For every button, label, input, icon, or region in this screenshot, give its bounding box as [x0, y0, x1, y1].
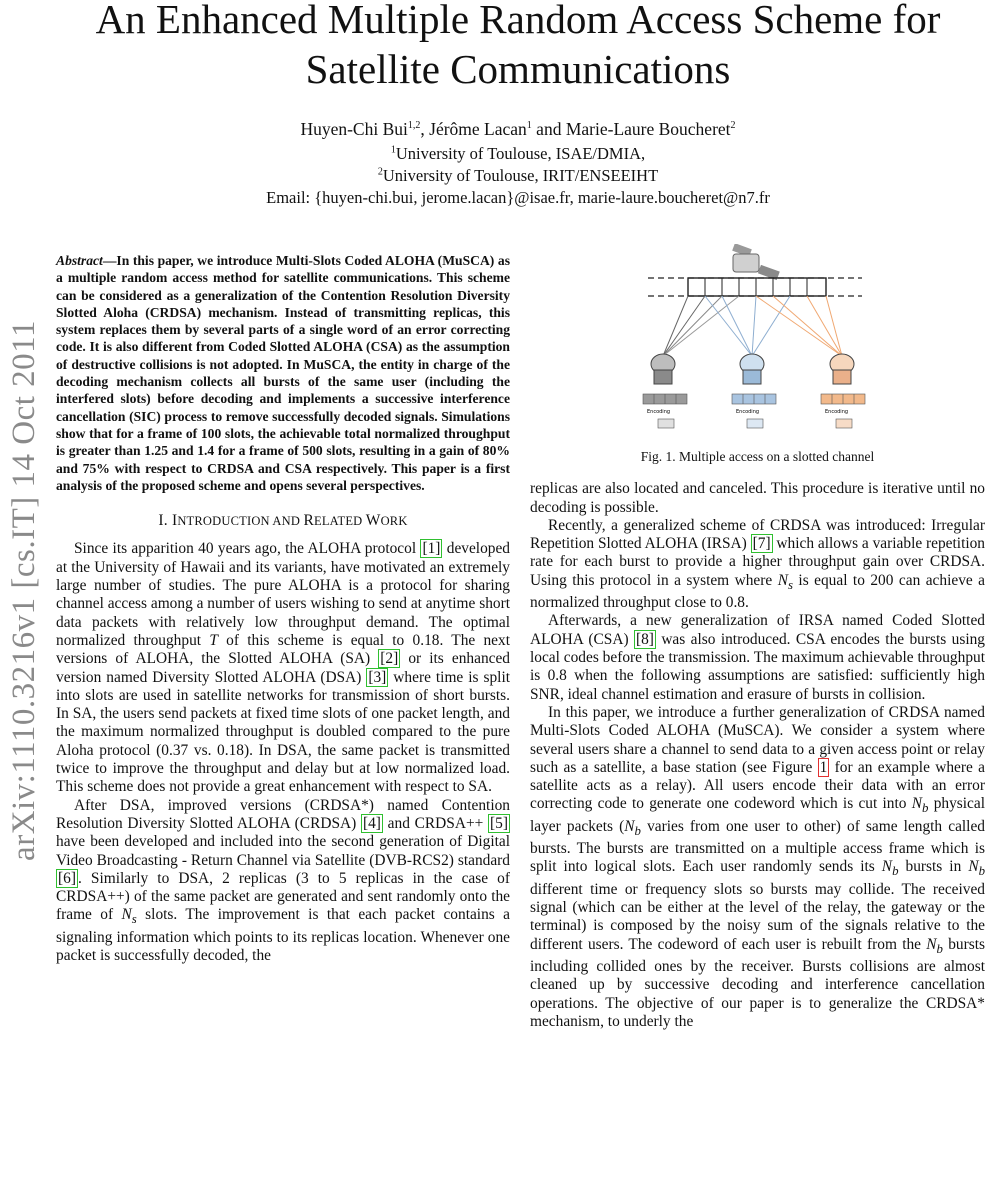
- math-subscript: b: [634, 823, 641, 838]
- abstract: [56, 252, 510, 494]
- citation-link[interactable]: [7]: [752, 535, 771, 553]
- citation-link[interactable]: [8]: [635, 630, 654, 648]
- math-symbol: N: [624, 817, 635, 835]
- terminal-orange-icon: [830, 354, 854, 384]
- title-line-2: Satellite Communications: [305, 46, 731, 92]
- arxiv-stamp-text: arXiv:1110.3216v1 [cs.IT] 14 Oct 2011: [5, 319, 42, 861]
- text-run: bursts in: [898, 858, 969, 876]
- figure-link[interactable]: 1: [819, 758, 828, 776]
- affiliation-1-mark: 1: [390, 144, 396, 156]
- text-run: different time or frequency slots so bursts may collide. The received signal (which can be either at the level of the relay, the gateway or the terminal) is composed by the noisy sum of the signals relative to the different users. The codeword of each user is rebuilt from the: [530, 880, 985, 953]
- text-run: slots. The improvement is that each packet contains a signaling information which points to its replicas location. Whenever one packet is successfully decoded, the: [56, 906, 510, 965]
- text-run: Afterwards, a new generalization of IRSA named Coded Slotted ALOHA (CSA): [530, 612, 985, 648]
- citation-link[interactable]: [6]: [58, 869, 76, 887]
- burst-row-gray: [643, 394, 687, 428]
- math-symbol: N: [968, 858, 979, 876]
- math-subscript: b: [892, 864, 899, 879]
- svg-text:Encoding: Encoding: [736, 409, 760, 415]
- text-run: . Similarly to DSA, 2 replicas (3 to 5 replicas in the case of CRDSA++) of the same packet are generated and sent randomly onto the frame of: [56, 869, 510, 924]
- citation-link[interactable]: [3]: [368, 668, 387, 686]
- math-symbol: N: [881, 858, 893, 876]
- math-subscript: b: [936, 941, 943, 956]
- burst-row-orange: [821, 394, 865, 428]
- text-run: which allows a variable repetition rate for each burst to provide a higher throughput gain over CRDSA. Using this protocol in a system where: [530, 535, 986, 589]
- author-1: Huyen-Chi Bui: [300, 119, 408, 139]
- title-line-1: An Enhanced Multiple Random Access Scheme for: [95, 0, 941, 42]
- affiliation-1: [50, 143, 986, 164]
- multiple-access-diagram: [530, 244, 985, 442]
- paragraph-irsa: [530, 517, 985, 613]
- math-subscript: b: [922, 801, 929, 816]
- svg-text:Encoding: Encoding: [825, 409, 849, 415]
- paragraph-intro-2: [56, 797, 510, 966]
- text-run: and CRDSA++: [382, 814, 489, 832]
- citation-link[interactable]: [4]: [362, 814, 381, 832]
- citation-link[interactable]: [1]: [422, 540, 441, 558]
- author-3-affil: 2: [730, 120, 736, 132]
- paragraph-musca: [530, 704, 985, 1031]
- affiliation-2-text: University of Toulouse, IRIT/ENSEEIHT: [382, 166, 659, 185]
- math-symbol: N: [121, 906, 132, 924]
- terminal-gray-icon: [651, 354, 675, 384]
- text-run: is equal to 200 can achieve a normalized throughput close to 0.8.: [530, 571, 986, 612]
- text-run: of this scheme is equal to 0.18. The next versions of ALOHA, the Slotted ALOHA (SA): [56, 631, 510, 668]
- text-run: bursts including collided ones by the receiver. Bursts collisions are almost cleaned up by successive decoding and interference cancellation operations. The objective of our paper is to generalize the CRDSA* mechanism, to underly the: [530, 935, 985, 1030]
- section-number: I.: [158, 512, 172, 530]
- text-run: Recently, a generalized scheme of CRDSA was introduced: Irregular Repetition Slotted ALOHA (IRSA): [530, 516, 985, 553]
- text-run: In this paper, we introduce a further generalization of CRDSA named Multi-Slots Coded ALOHA (MuSCA). We consider a system where several users share a channel to send data to a given access point or relay such as a satellite, a base station (see Figure: [530, 703, 985, 776]
- abstract-lead: Abstract: [56, 253, 103, 268]
- author-1-affil: 1,2: [407, 120, 421, 132]
- svg-text:Encoding: Encoding: [647, 409, 671, 415]
- author-2: Jérôme Lacan: [429, 119, 527, 139]
- right-column: [530, 252, 985, 1031]
- math-symbol: N: [777, 571, 788, 589]
- math-subscript: s: [131, 912, 137, 927]
- authors: [50, 118, 986, 140]
- email-line: Email: {huyen-chi.bui, jerome.lacan}@isae.fr, marie-laure.boucheret@n7.fr: [266, 188, 770, 207]
- paragraph-csa: [530, 612, 985, 703]
- paper-title: [50, 0, 986, 94]
- text-run: was also introduced. CSA encodes the bursts using local codes before the transmission. The maximum achievable throughput is 0.8 when the following assumptions are satisfied: sufficiently high SNR, ideal channel estimation and erasure of bursts in collision.: [530, 630, 985, 703]
- text-run: varies from one user to other) of same length called bursts. The bursts are transmitted on a multiple access frame which is split into logical slots. Each user randomly sends its: [530, 817, 985, 876]
- text-run: After DSA, improved versions (CRDSA*) named Contention Resolution Diversity Slotted ALOHA (CRDSA): [56, 796, 510, 832]
- burst-row-blue: [732, 394, 776, 428]
- text-run: replicas are also located and canceled. This procedure is iterative until no decoding is possible.: [530, 480, 985, 516]
- author-2-affil: 1: [526, 120, 532, 132]
- figure-1: [530, 244, 985, 442]
- author-3: Marie-Laure Boucheret: [565, 119, 731, 139]
- heading-part: I: [171, 512, 178, 530]
- text-run: where time is split into slots are used in satellite networks for transmission of short bursts. In SA, the users send packets at fixed time slots of one packet length, and the maximum normalized throughput is doubled compared to the pure Aloha protocol (0.37 vs. 0.18). In DSA, the same packet is transmitted twice to improve the throughput and delay but at low normalized load. This scheme does not provide a great enhancement with respect to SA.: [56, 668, 510, 796]
- text-run: have been developed and included into the second generation of Digital Video Broadcasting - Return Channel via Satellite (DVB-RCS2) standard: [56, 833, 510, 869]
- math-symbol: N: [911, 795, 923, 813]
- text-run: or its enhanced version named Diversity Slotted ALOHA (DSA): [56, 650, 511, 686]
- heading-part: NTRODUCTION AND: [177, 514, 304, 529]
- author-separator: ,: [420, 119, 430, 139]
- affiliation-1-text: University of Toulouse, ISAE/DMIA,: [395, 144, 646, 163]
- slot-frame: [648, 278, 862, 296]
- math-subscript: s: [787, 577, 793, 592]
- math-subscript: b: [978, 864, 985, 879]
- abstract-text: —In this paper, we introduce Multi-Slots Coded ALOHA (MuSCA) as a multiple random access method for satellite communications. This scheme can be considered as a generalization of the Contention Resolution Diversity Slotted Aloha (CRDSA) mechanism. Instead of transmitting replicas, this system replaces them by several parts of a single word of an error correcting code. It is also different from Coded Slotted ALOHA (CSA) as the assumption of destructive collisions is not adopted. In MuSCA, the entity in charge of the decoding mechanism collects all bursts of the same user (including the interfered slots) before decoding and implements a successive interference cancellation (SIC) process to remove successfully decoded signals. Simulations show that for a frame of 100 slots, the achievable total normalized throughput is greater than 1.25 and 1.4 for a frame of 500 slots, resulting in a gain of 80% and 75% with respect to CRDSA and CSA respectively. This paper is a first analysis of the proposed scheme and opens several perspectives.: [56, 253, 510, 493]
- figure-caption: Fig. 1. Multiple access on a slotted channel: [640, 449, 875, 464]
- paragraph-intro-1: [56, 540, 510, 796]
- heading-part: ELATED: [313, 514, 366, 529]
- terminal-blue-icon: [740, 354, 764, 384]
- section-heading: [56, 512, 510, 530]
- arxiv-stamp: [4, 290, 44, 890]
- text-run: Since its apparition 40 years ago, the ALOHA protocol: [74, 540, 421, 558]
- beam-lines: [663, 296, 842, 356]
- affiliation-2-mark: 2: [377, 166, 383, 178]
- text-run: developed at the University of Hawaii and its variants, have motivated an extremely large number of studies. The pure ALOHA is a protocol for sharing channel access among a number of users wishing to send at anytime short data packets with relatively low throughput demand. The optimal normalized throughput: [56, 540, 510, 649]
- affiliation-2: [50, 165, 986, 186]
- text-run: for an example where a satellite acts as a relay). All users encode their data with an error correcting code to generate one codeword which is cut into: [530, 758, 985, 813]
- text-run: physical layer packets (: [530, 795, 985, 835]
- math-symbol: T: [209, 631, 218, 649]
- heading-part: R: [303, 512, 314, 530]
- heading-part: ORK: [380, 514, 408, 529]
- heading-part: W: [365, 512, 381, 530]
- citation-link[interactable]: [2]: [380, 650, 399, 668]
- math-symbol: N: [926, 935, 937, 953]
- author-separator: and: [531, 119, 566, 139]
- left-column: [56, 252, 510, 965]
- citation-link[interactable]: [5]: [490, 814, 508, 832]
- paragraph-continued: [530, 480, 985, 517]
- satellite-icon: [732, 244, 780, 280]
